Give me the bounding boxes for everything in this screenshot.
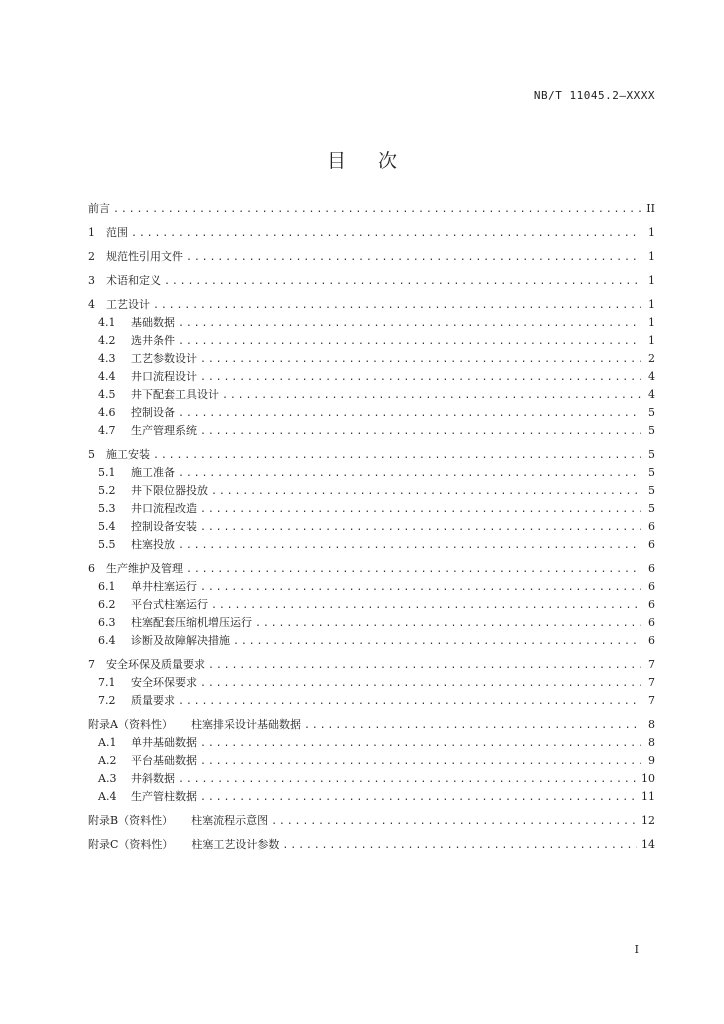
toc-entry-label: 柱塞工艺设计参数: [191, 838, 280, 851]
toc-entry[interactable]: [88, 350, 655, 368]
toc-entry-number: 7.2: [98, 694, 116, 707]
toc-entry[interactable]: [88, 752, 655, 770]
toc-entry-label: 基础数据: [131, 316, 175, 329]
toc-entry-page: 8: [648, 736, 655, 749]
toc-leader-dots: [186, 249, 641, 267]
page-number: I: [634, 943, 639, 956]
toc-entry-label: 质量要求: [131, 694, 175, 707]
toc-entry-label: 生产维护及管理: [106, 562, 183, 575]
toc-entry-page: 1: [648, 250, 655, 263]
toc-entry[interactable]: [88, 404, 655, 422]
toc-entry-label: 诊断及故障解决措施: [131, 634, 230, 647]
toc-leader-dots: [200, 519, 641, 537]
toc-entry-page: 6: [648, 520, 655, 533]
toc-entry[interactable]: [88, 578, 655, 596]
toc-entry-label: 控制设备: [131, 406, 175, 419]
toc-entry-label: 术语和定义: [106, 274, 161, 287]
toc-entry-number: 5.5: [98, 538, 116, 551]
toc-leader-dots: [178, 693, 641, 711]
toc-entry[interactable]: [88, 614, 655, 632]
toc-entry-label: 井口流程设计: [131, 370, 197, 383]
toc-entry-number: 3: [88, 274, 95, 287]
toc-entry-page: 2: [648, 352, 655, 365]
toc-entry[interactable]: [88, 518, 655, 536]
toc-entry[interactable]: [88, 296, 655, 314]
toc-entry[interactable]: [88, 446, 655, 464]
toc-entry-number: 附录A（资料性）: [88, 718, 173, 731]
toc-entry-page: 5: [648, 448, 655, 461]
toc-entry-page: 6: [648, 580, 655, 593]
toc-entry[interactable]: [88, 386, 655, 404]
toc-entry-page: 5: [648, 424, 655, 437]
toc-entry-page: 6: [648, 634, 655, 647]
toc-entry-label: 选井条件: [131, 334, 175, 347]
toc-entry-page: 9: [648, 754, 655, 767]
toc-entry-label: 前言: [88, 202, 110, 215]
toc-leader-dots: [211, 597, 641, 615]
toc-leader-dots: [200, 789, 637, 807]
toc-entry-page: 7: [648, 676, 655, 689]
toc-entry-page: 10: [641, 772, 655, 785]
toc-entry-page: 5: [648, 466, 655, 479]
toc-entry-label: 施工准备: [131, 466, 175, 479]
toc-entry-label: 生产管理系统: [131, 424, 197, 437]
toc-entry-page: 1: [648, 334, 655, 347]
toc-entry-label: 柱塞排采设计基础数据: [190, 718, 301, 731]
toc-entry-number: 7: [88, 658, 95, 671]
toc-entry-label: 安全环保要求: [131, 676, 197, 689]
toc-entry-label: 井下配套工具设计: [131, 388, 219, 401]
toc-entry-number: A.3: [98, 772, 117, 785]
toc-leader-dots: [178, 465, 641, 483]
toc-leader-dots: [255, 615, 641, 633]
toc-entry-label: 平台基础数据: [131, 754, 197, 767]
toc-entry-page: 7: [648, 694, 655, 707]
toc-entry-number: 6.4: [98, 634, 116, 647]
toc-entry[interactable]: [88, 482, 655, 500]
toc-leader-dots: [186, 561, 641, 579]
toc-entry[interactable]: [88, 536, 655, 554]
toc-leader-dots: [200, 735, 641, 753]
toc-entry-page: 1: [648, 226, 655, 239]
toc-entry-number: 1: [88, 226, 95, 239]
toc-leader-dots: [200, 351, 641, 369]
toc-entry[interactable]: [88, 632, 655, 650]
toc-entry[interactable]: [88, 272, 655, 290]
toc-entry-page: 6: [648, 538, 655, 551]
toc-entry-number: 6.1: [98, 580, 116, 593]
toc-leader-dots: [131, 225, 641, 243]
toc-leader-dots: [222, 387, 641, 405]
toc-entry[interactable]: [88, 248, 655, 266]
toc-entry-number: 5.2: [98, 484, 116, 497]
toc-entry-page: 4: [648, 388, 655, 401]
toc-entry[interactable]: [88, 422, 655, 440]
toc-title-char-2: 次: [378, 150, 398, 172]
toc-entry-label: 范围: [106, 226, 128, 239]
toc-entry[interactable]: [88, 692, 655, 710]
toc-entry-number: 2: [88, 250, 95, 263]
toc-entry-page: 7: [648, 658, 655, 671]
toc-entry-page: II: [646, 202, 655, 215]
toc-entry-label: 井下限位器投放: [131, 484, 208, 497]
toc-entry-number: 5.4: [98, 520, 116, 533]
toc-entry-page: 6: [648, 562, 655, 575]
toc-entry-page: 5: [648, 406, 655, 419]
toc-entry-number: 6.2: [98, 598, 116, 611]
toc-leader-dots: [304, 717, 641, 735]
toc-entry[interactable]: [88, 464, 655, 482]
toc-entry-page: 1: [648, 316, 655, 329]
toc-leader-dots: [200, 579, 641, 597]
toc-entry-page: 8: [648, 718, 655, 731]
toc-entry-page: 11: [641, 790, 655, 803]
toc-entry-label: 井斜数据: [131, 772, 175, 785]
toc-entry-label: 单井柱塞运行: [131, 580, 197, 593]
toc-entry[interactable]: [88, 200, 655, 218]
toc-leader-dots: [200, 675, 641, 693]
toc-entry-page: 6: [648, 616, 655, 629]
toc-entry-label: 生产管柱数据: [131, 790, 197, 803]
toc-entry-page: 6: [648, 598, 655, 611]
toc-entry-number: 4.6: [98, 406, 116, 419]
toc-entry[interactable]: [88, 788, 655, 806]
toc-entry-number: 5: [88, 448, 95, 461]
toc-entry-number: 4.3: [98, 352, 116, 365]
toc-title-char-1: 目: [326, 150, 346, 172]
toc-entry-label: 施工安装: [106, 448, 150, 461]
toc-leader-dots: [200, 369, 641, 387]
toc-entry[interactable]: [88, 314, 655, 332]
toc-leader-dots: [178, 315, 641, 333]
toc-leader-dots: [271, 813, 637, 831]
toc-entry-label: 柱塞流程示意图: [191, 814, 269, 827]
toc-entry[interactable]: [88, 656, 655, 674]
toc-entry-page: 12: [641, 814, 655, 827]
toc-entry[interactable]: [88, 770, 655, 788]
toc-entry[interactable]: [88, 500, 655, 518]
toc-leader-dots: [208, 657, 641, 675]
toc-entry-number: 附录B（资料性）: [88, 814, 174, 827]
toc-entry-page: 14: [641, 838, 655, 851]
toc-entry-label: 规范性引用文件: [106, 250, 183, 263]
toc-leader-dots: [178, 537, 641, 555]
toc-entry-label: 控制设备安装: [131, 520, 197, 533]
toc-leader-dots: [200, 753, 641, 771]
toc-entry-page: 1: [648, 298, 655, 311]
toc-entry-label: 柱塞配套压缩机增压运行: [131, 616, 252, 629]
toc-entry-number: 6.3: [98, 616, 116, 629]
toc-entry[interactable]: [88, 332, 655, 350]
toc-entry-page: 5: [648, 484, 655, 497]
toc-entry-number: 4.4: [98, 370, 116, 383]
toc-leader-dots: [200, 501, 641, 519]
toc-leader-dots: [200, 423, 641, 441]
document-code: NB/T 11045.2—XXXX: [533, 89, 655, 102]
toc-entry-number: 4.2: [98, 334, 116, 347]
toc-entry[interactable]: [88, 812, 655, 830]
toc-leader-dots: [178, 405, 641, 423]
toc-entry[interactable]: [88, 368, 655, 386]
toc-entry[interactable]: [88, 836, 655, 854]
toc-entry[interactable]: [88, 674, 655, 692]
toc-entry-number: 附录C（资料性）: [88, 838, 174, 851]
toc-entry-label: 工艺设计: [106, 298, 150, 311]
toc-entry-number: 6: [88, 562, 95, 575]
toc-leader-dots: [164, 273, 641, 291]
toc-entry-label: 单井基础数据: [131, 736, 197, 749]
toc-entry-number: 4: [88, 298, 95, 311]
toc-entry-number: 7.1: [98, 676, 116, 689]
toc-entry[interactable]: [88, 596, 655, 614]
toc-entry-page: 1: [648, 274, 655, 287]
toc-entry-label: 平台式柱塞运行: [131, 598, 208, 611]
toc-entry-label: 安全环保及质量要求: [106, 658, 205, 671]
toc-leader-dots: [153, 447, 641, 465]
toc-entry-page: 5: [648, 502, 655, 515]
toc-entry-page: 4: [648, 370, 655, 383]
toc-entry-number: A.2: [98, 754, 117, 767]
toc-leader-dots: [211, 483, 641, 501]
toc-leader-dots: [233, 633, 641, 651]
toc-entry-label: 工艺参数设计: [131, 352, 197, 365]
toc-entry-number: A.4: [98, 790, 117, 803]
toc-entry-label: 柱塞投放: [131, 538, 175, 551]
toc-entry-number: 4.1: [98, 316, 116, 329]
toc-entry[interactable]: [88, 716, 655, 734]
toc-leader-dots: [178, 771, 637, 789]
toc-entry[interactable]: [88, 224, 655, 242]
toc-entry-number: A.1: [98, 736, 117, 749]
table-of-contents: [88, 200, 655, 854]
toc-entry-number: 4.7: [98, 424, 116, 437]
toc-entry-number: 5.1: [98, 466, 116, 479]
toc-leader-dots: [153, 297, 641, 315]
toc-entry[interactable]: [88, 734, 655, 752]
toc-leader-dots: [113, 201, 641, 219]
toc-entry[interactable]: [88, 560, 655, 578]
toc-entry-number: 4.5: [98, 388, 116, 401]
toc-leader-dots: [282, 837, 637, 855]
toc-entry-label: 井口流程改造: [131, 502, 197, 515]
toc-leader-dots: [178, 333, 641, 351]
toc-title: [0, 146, 724, 173]
toc-entry-number: 5.3: [98, 502, 116, 515]
